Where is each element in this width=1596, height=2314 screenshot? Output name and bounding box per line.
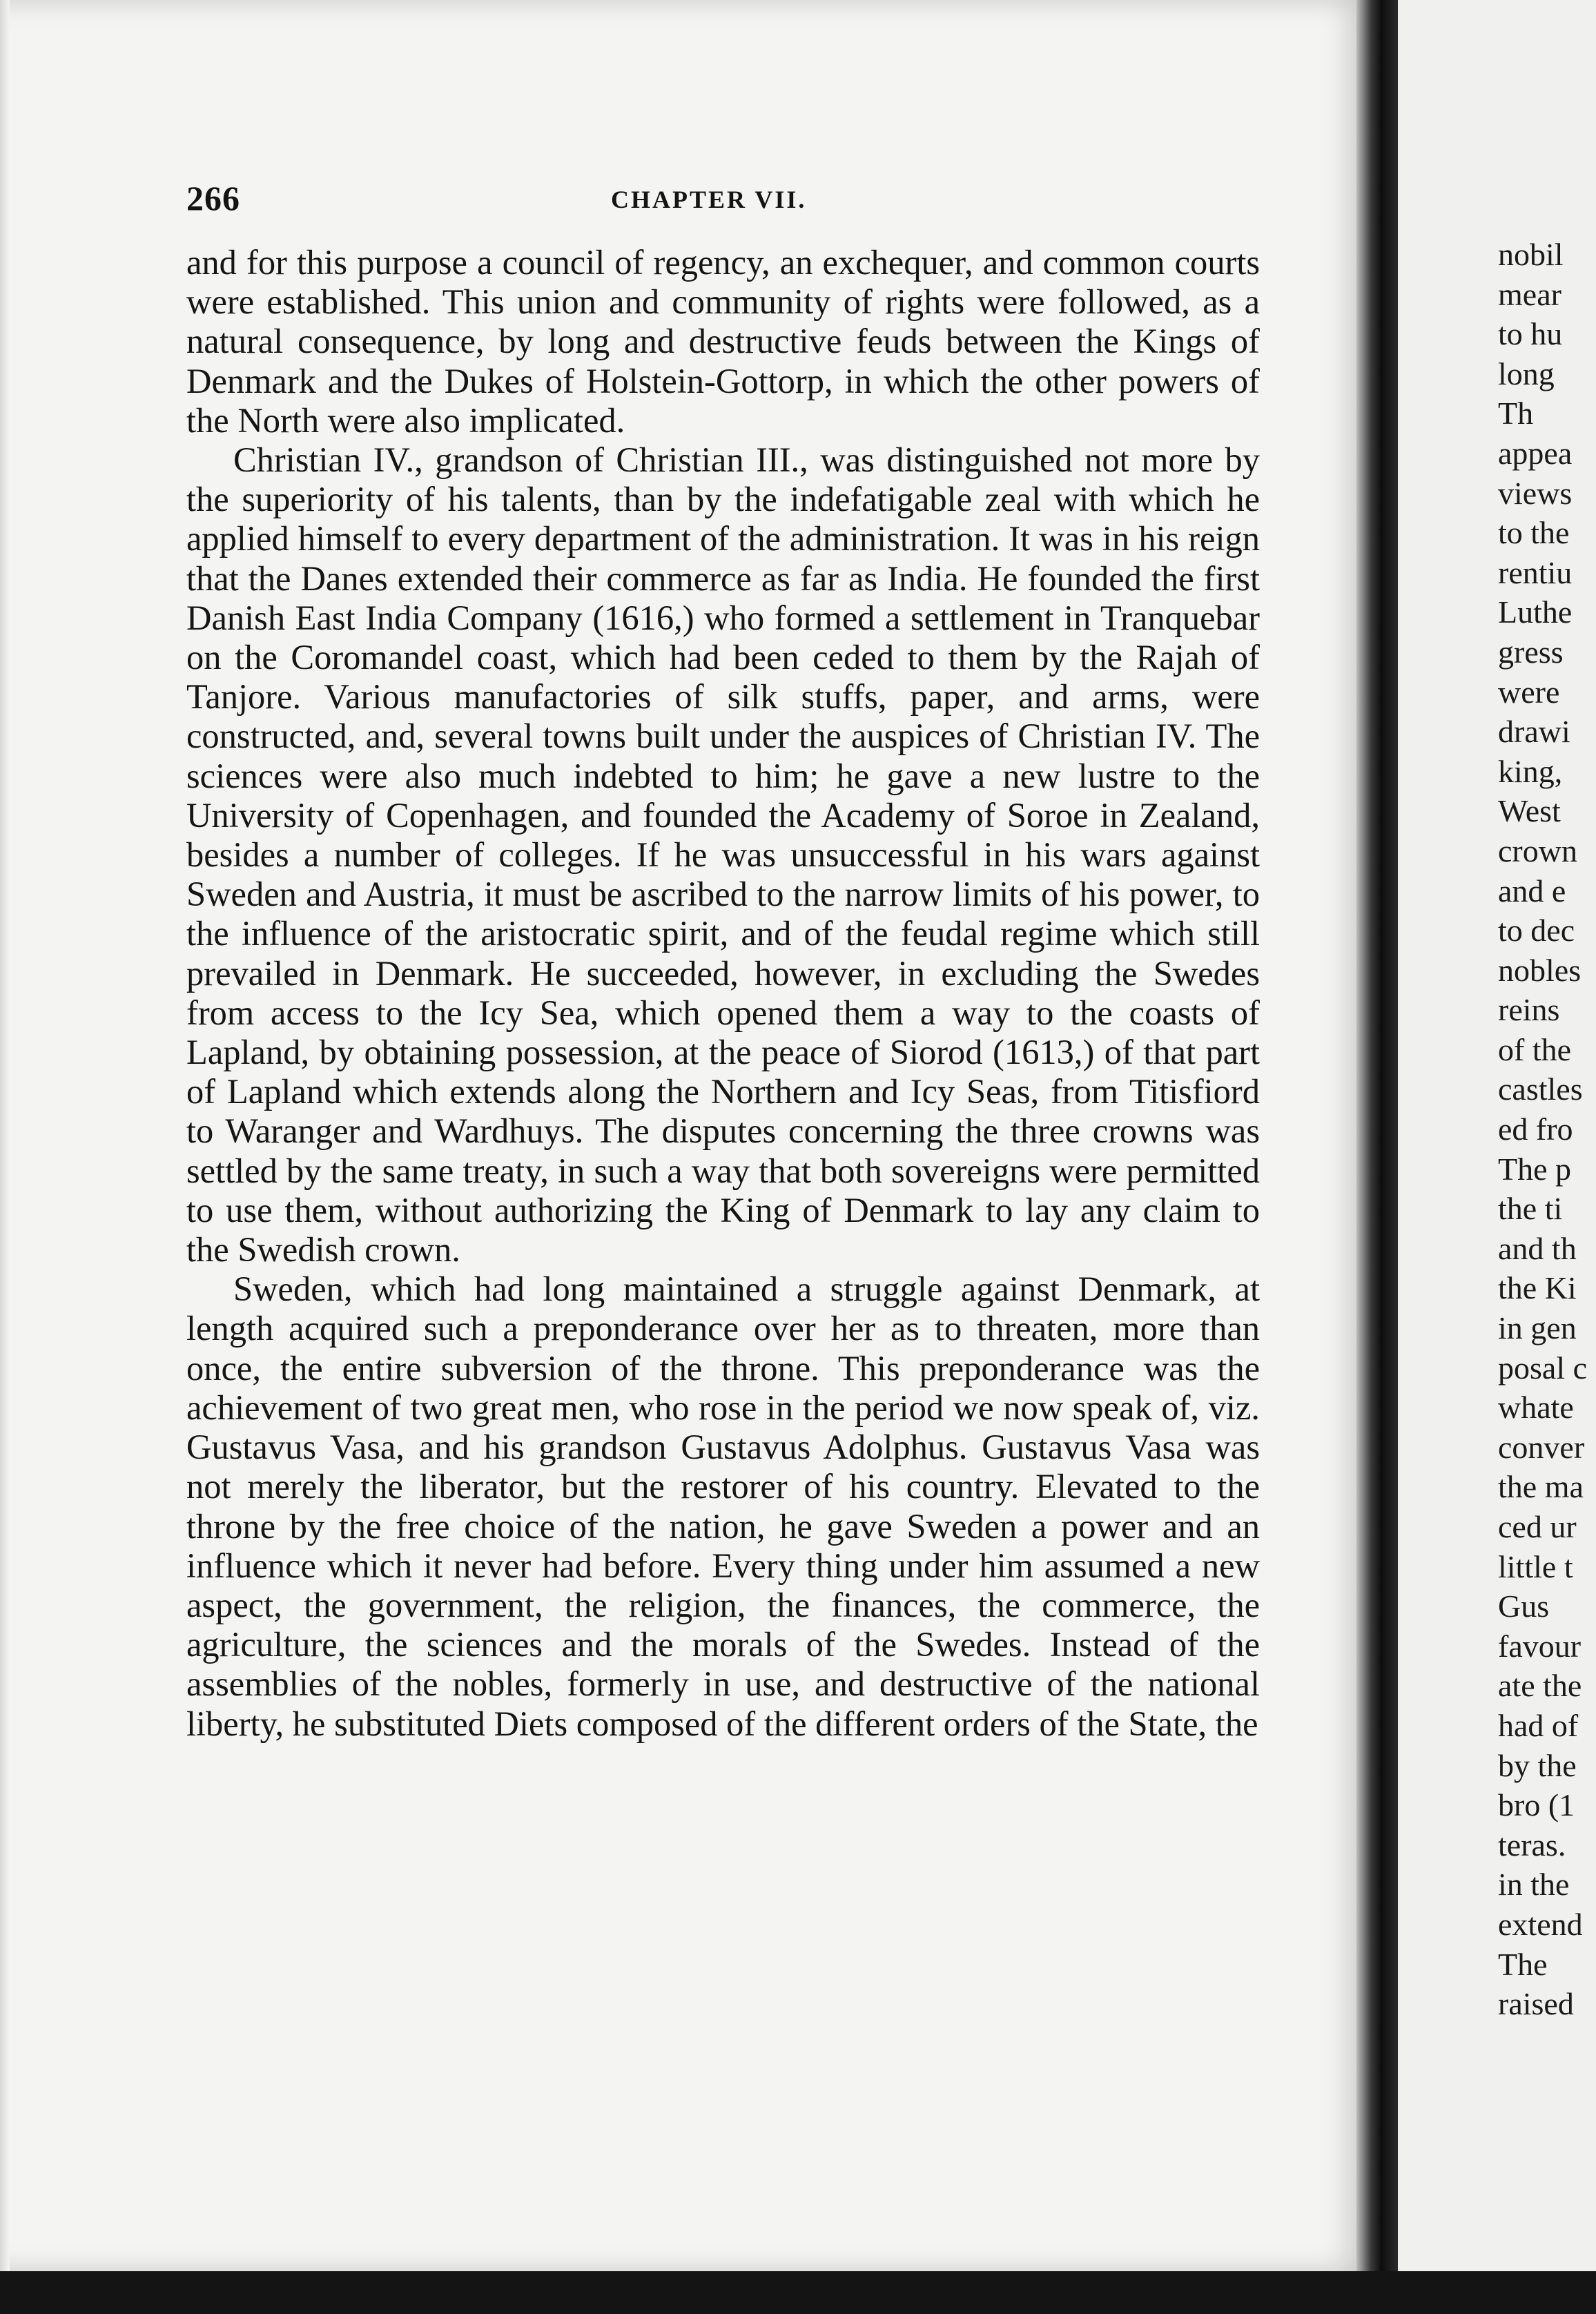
facing-page-line-fragment: were [1498,674,1560,710]
facing-page-line-fragment: and e [1498,873,1566,908]
facing-page-line-fragment: by the [1498,1747,1577,1783]
facing-page-line-fragment: little t [1498,1548,1573,1584]
facing-page-line-fragment: extend [1498,1906,1583,1942]
facing-page-line-fragment: to the [1498,515,1570,551]
facing-page-line-fragment: the Ki [1498,1270,1577,1306]
facing-page-line-fragment: and th [1498,1230,1577,1266]
facing-page-line-fragment: Luthe [1498,594,1573,630]
chapter-title: CHAPTER VII. [611,186,807,213]
facing-page-line-fragment: in the [1498,1867,1570,1903]
facing-page-line-fragment: bro (1 [1498,1787,1575,1823]
facing-page-line-fragment: raised [1498,1986,1574,2022]
facing-page-line-fragment: long [1498,356,1555,391]
facing-page-line-fragment: to hu [1498,316,1563,352]
facing-page-line-fragment: gress [1498,634,1564,670]
facing-page-line-fragment: of the [1498,1031,1572,1067]
page-edge-shadow [0,0,10,2271]
facing-page-line-fragment: crown [1498,833,1577,868]
facing-page-line-fragment: appea [1498,435,1573,471]
facing-page-line-fragment: king, [1498,753,1563,789]
facing-page-line-fragment: posal c [1498,1350,1588,1386]
facing-page-line-fragment: nobles [1498,952,1582,988]
facing-page-line-fragment: reins [1498,992,1560,1028]
facing-page-line-fragment: nobil [1498,237,1564,272]
facing-page-line-fragment: views [1498,475,1573,511]
facing-page-line-fragment: ced ur [1498,1509,1577,1544]
running-header [186,178,1263,220]
facing-page-line-fragment: drawi [1498,714,1570,750]
paragraph-sweden: Sweden, which had long maintained a struggle against Denmark, at length acquired such a preponderance over her as to threaten, more than once, the entire subversion of the throne. This preponderance was the achievement of two great men, who rose in the period we now speak of, viz. Gustavus Vasa, and his grandson Gustavus Adolphus. Gustavus Vasa was not merely the liberator, but the restorer of his country. Elevated to the throne by the free choice of the nation, he gave Sweden a power and an influence which it never had before. Every thing under him assumed a new aspect, the government, the religion, the finances, the commerce, the agriculture, the sciences and the morals of the Swedes. Instead of the assemblies of the nobles, formerly in use, and destructive of the national liberty, he substituted Diets composed of the different orders of the State, the [186,1270,1260,1743]
facing-page-line-fragment: ate the [1498,1668,1582,1704]
facing-page-line-fragment: favour [1498,1628,1582,1664]
facing-page-line-fragment: had of [1498,1707,1579,1743]
facing-page-line-fragment: whate [1498,1390,1574,1426]
facing-page-line-fragment: in gen [1498,1310,1577,1346]
facing-page-line-fragment: The [1498,1946,1548,1982]
facing-page-line-fragment: teras. [1498,1827,1566,1863]
facing-page-line-fragment: rentiu [1498,554,1573,590]
facing-page-line-fragment: the ma [1498,1469,1584,1505]
paragraph-christian-iv: Christian IV., grandson of Christian III., was distinguished not more by the superiority of his talents, than by the indefatigable zeal with which he applied himself to every department of the administration. It was in his reign that the Danes extended their commerce as far as India. He founded the first Danish East India Company (1616,) who formed a settlement in Tranquebar on the Coromandel coast, which had been ceded to them by the Rajah of Tanjore. Various manufactories of silk stuffs, paper, and arms, were constructed, and, several towns built under the auspices of Christian IV. The sciences were also much indebted to him; he gave a new lustre to the University of Copenhagen, and founded the Academy of Soroe in Zealand, besides a number of colleges. If he was unsuccessful in his wars against Sweden and Austria, it must be ascribed to the narrow limits of his power, to the influence of the aristocratic spirit, and of the feudal regime which still prevailed in Denmark. He succeeded, however, in excluding the Swedes from access to the Icy Sea, which opened them a way to the coasts of Lapland, by obtaining possession, at the peace of Siorod (1613,) of that part of Lapland which extends along the Northern and Icy Seas, from Titisfiord to Waranger and Wardhuys. The disputes concerning the three crowns was settled by the same treaty, in such a way that both sovereigns were permitted to use them, without authorizing the King of Denmark to lay any claim to the Swedish crown. [186,440,1260,1270]
book-gutter [1356,0,1398,2314]
facing-page-line-fragment: Th [1498,396,1534,431]
paragraph-continuation: and for this purpose a council of regency, an exchequer, and common courts were established. This union and community of rights were followed, as a natural consequence, by long and destructive feuds between the Kings of Denmark and the Dukes of Holstein-Gottorp, in which the other powers of the North were also implicated. [186,243,1260,440]
facing-page-line-fragment: mear [1498,276,1561,312]
body-text [186,243,1260,1744]
facing-page-line-fragment: ed fro [1498,1111,1573,1147]
scan-bottom-edge [0,2271,1596,2314]
facing-page-line-fragment: castles [1498,1071,1583,1107]
facing-page-text-fragments [1498,235,1596,2024]
facing-page-line-fragment: West [1498,793,1561,829]
facing-page-line-fragment: conver [1498,1429,1585,1465]
facing-page-line-fragment: The p [1498,1151,1572,1187]
facing-page-line-fragment: Gus [1498,1588,1550,1624]
facing-page-line-fragment: the ti [1498,1191,1563,1227]
facing-page-line-fragment: to dec [1498,913,1575,949]
page-number: 266 [186,179,240,217]
